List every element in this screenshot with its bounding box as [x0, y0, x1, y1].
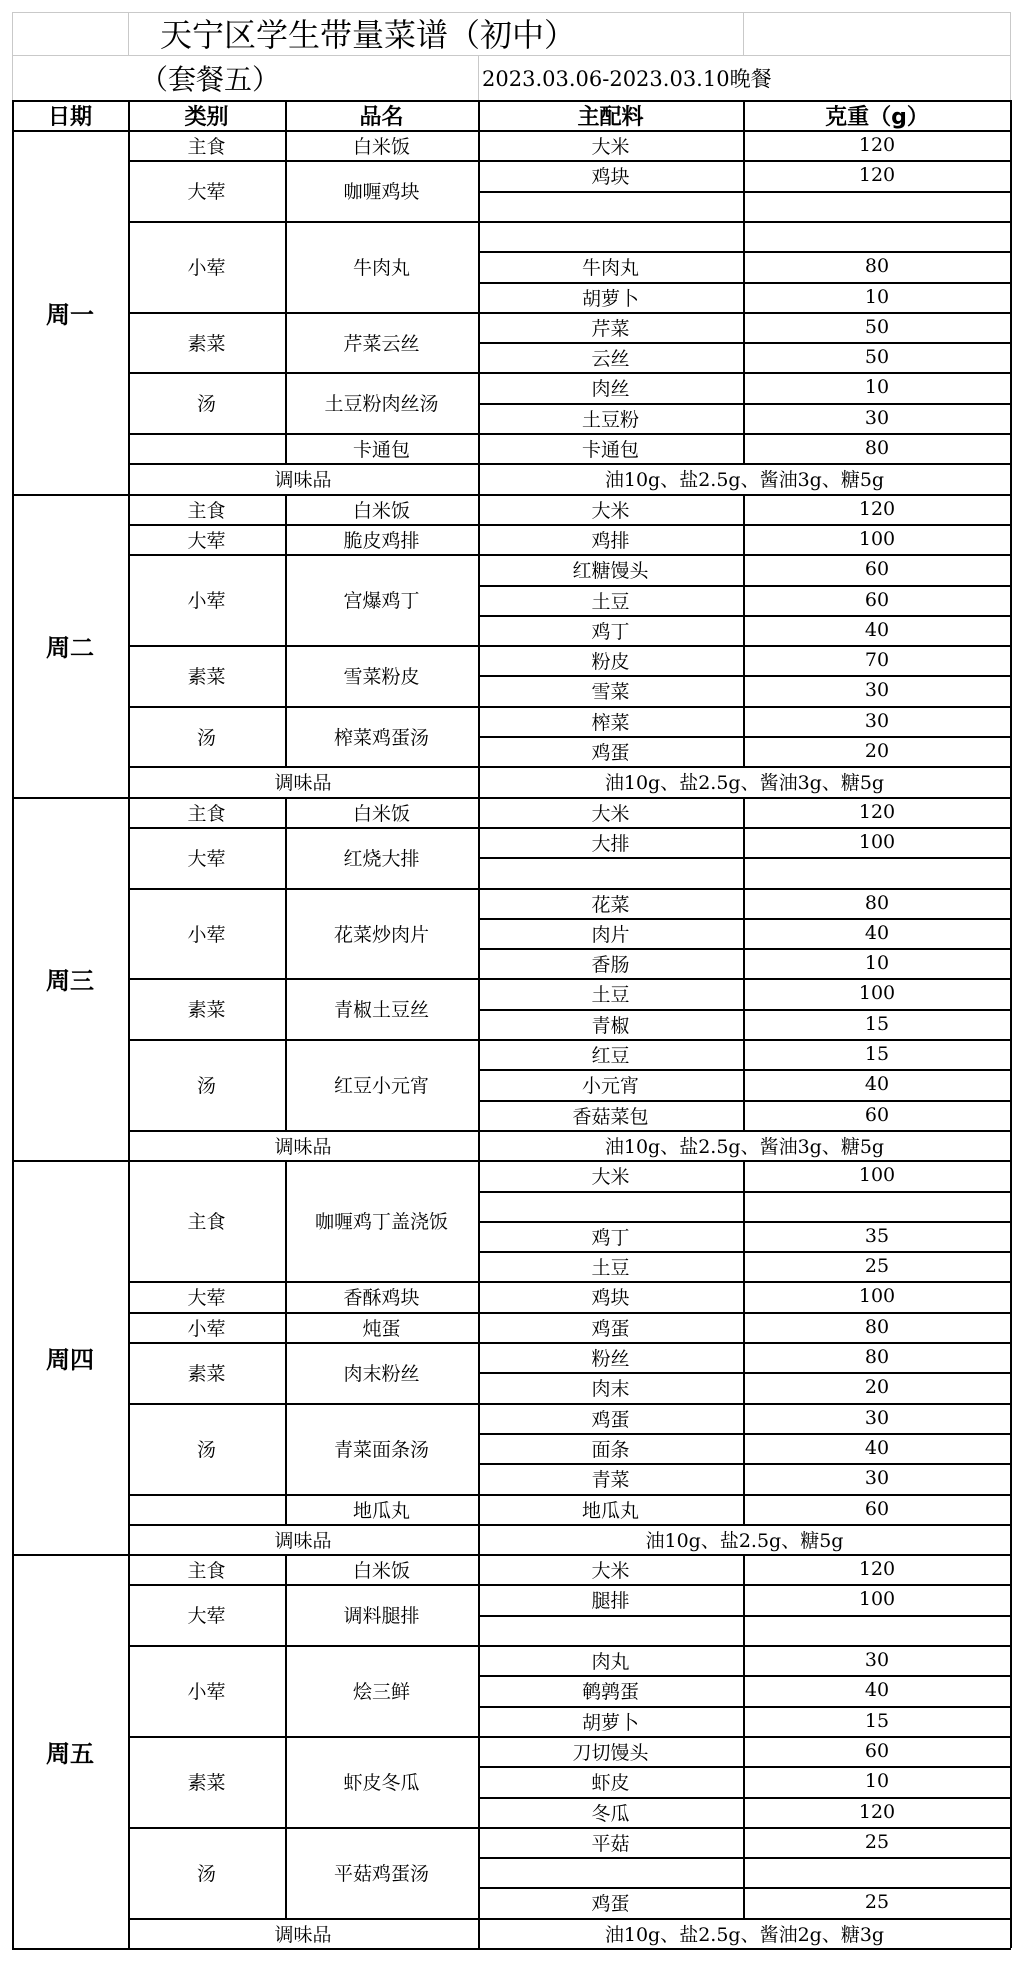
dish-category: 素菜 [187, 1771, 226, 1794]
header-top-rule [12, 100, 1011, 102]
weight-grams [743, 221, 1011, 251]
set-meal-subtitle: （套餐五） [139, 63, 280, 96]
title-grid-line [12, 55, 1011, 56]
weight-grams: 60 [864, 1740, 890, 1763]
ingredient: 土豆粉 [581, 408, 639, 431]
ingredient: 鸡块 [591, 165, 630, 188]
dish-category: 素菜 [187, 332, 226, 355]
weight-grams: 60 [864, 589, 890, 612]
table-bottom-rule [12, 1948, 1011, 1950]
ingredient [478, 857, 743, 887]
dish-name: 青菜面条汤 [333, 1438, 429, 1461]
weight-grams: 100 [858, 1285, 896, 1308]
dish-name: 地瓜丸 [352, 1499, 410, 1522]
dish-name: 炖蛋 [362, 1317, 401, 1340]
name-column-rule [285, 797, 287, 1130]
category-column-rule [128, 797, 130, 1160]
ingredient-column-rule [478, 797, 480, 1160]
title-grid-line [128, 12, 129, 55]
name-column-rule [285, 1160, 287, 1524]
ingredient: 鸡丁 [591, 1226, 630, 1249]
seasoning-label: 调味品 [274, 1923, 332, 1946]
date-range: 2023.03.06-2023.03.10晚餐 [482, 67, 772, 91]
weight-grams: 20 [864, 1376, 890, 1399]
weight-column-rule [743, 494, 745, 766]
ingredient: 鸡蛋 [591, 1892, 630, 1915]
header-column-rule [478, 100, 480, 130]
ingredient: 大米 [591, 135, 630, 158]
ingredient [478, 1615, 743, 1645]
weight-grams: 40 [864, 922, 890, 945]
weight-grams: 35 [864, 1225, 890, 1248]
dish-name: 肉末粉丝 [343, 1362, 420, 1385]
ingredient: 粉皮 [591, 650, 630, 673]
day-label: 周四 [46, 1345, 94, 1374]
ingredient: 冬瓜 [591, 1802, 630, 1825]
dish-category: 小荤 [187, 256, 226, 279]
dish-category: 小荤 [187, 589, 226, 612]
ingredient: 土豆 [591, 590, 630, 613]
weight-grams: 120 [858, 1801, 896, 1824]
weight-grams [743, 1857, 1011, 1887]
weight-grams: 30 [864, 407, 890, 430]
ingredient-column-rule [478, 130, 480, 494]
ingredient: 面条 [591, 1438, 630, 1461]
header-column-rule [285, 100, 287, 130]
weight-grams: 80 [864, 255, 890, 278]
ingredient [478, 191, 743, 221]
dish-name: 卡通包 [352, 438, 410, 461]
weight-grams [743, 1615, 1011, 1645]
category-column-rule [128, 1160, 130, 1554]
dish-name: 白米饭 [352, 1559, 410, 1582]
dish-category: 主食 [187, 135, 226, 158]
dish-name: 脆皮鸡排 [343, 529, 420, 552]
dish-name: 咖喱鸡块 [343, 180, 420, 203]
ingredient: 肉丸 [591, 1650, 630, 1673]
weight-grams: 40 [864, 1679, 890, 1702]
weight-grams: 30 [864, 1467, 890, 1490]
ingredient [478, 1191, 743, 1221]
weight-grams: 30 [864, 679, 890, 702]
weight-grams: 10 [864, 376, 890, 399]
ingredient: 胡萝卜 [581, 1711, 639, 1734]
weight-grams: 100 [858, 831, 896, 854]
ingredient-column-rule [478, 1554, 480, 1948]
ingredient: 鸡排 [591, 529, 630, 552]
ingredient: 大米 [591, 802, 630, 825]
seasoning-value: 油10g、盐2.5g、糖5g [645, 1529, 844, 1552]
header-category: 类别 [184, 104, 229, 130]
ingredient: 鹌鹑蛋 [581, 1680, 639, 1703]
dish-name: 烩三鲜 [352, 1680, 410, 1703]
ingredient [478, 1857, 743, 1887]
ingredient: 鸡蛋 [591, 1317, 630, 1340]
day-label: 周三 [46, 967, 94, 995]
weight-grams: 120 [858, 1558, 896, 1581]
weight-grams: 120 [858, 134, 896, 157]
weight-grams: 120 [858, 801, 896, 824]
weight-grams [743, 857, 1011, 887]
weight-grams: 40 [864, 619, 890, 642]
ingredient-column-rule [478, 1160, 480, 1554]
name-column-rule [285, 1554, 287, 1918]
weight-grams: 30 [864, 1407, 890, 1430]
ingredient: 云丝 [591, 347, 630, 370]
ingredient: 刀切馒头 [572, 1741, 649, 1764]
ingredient: 鸡蛋 [591, 741, 630, 764]
seasoning-value: 油10g、盐2.5g、酱油3g、糖5g [604, 1135, 885, 1158]
weight-grams: 25 [864, 1831, 890, 1854]
title-grid-line [743, 12, 744, 55]
weight-grams: 80 [864, 437, 890, 460]
ingredient: 鸡丁 [591, 620, 630, 643]
ingredient: 地瓜丸 [581, 1499, 639, 1522]
ingredient: 牛肉丸 [581, 256, 639, 279]
weight-grams: 30 [864, 710, 890, 733]
title-grid-line [478, 55, 479, 100]
ingredient: 肉末 [591, 1377, 630, 1400]
weight-grams: 60 [864, 1104, 890, 1127]
dish-name: 榨菜鸡蛋汤 [333, 726, 429, 749]
dish-category: 素菜 [187, 1362, 226, 1385]
dish-name: 调料腿排 [343, 1604, 420, 1627]
dish-category [128, 1494, 285, 1524]
weight-grams: 10 [864, 286, 890, 309]
weight-grams: 70 [864, 649, 890, 672]
weight-grams: 10 [864, 952, 890, 975]
dish-name: 青椒土豆丝 [333, 998, 429, 1021]
dish-category: 主食 [187, 1559, 226, 1582]
ingredient: 雪菜 [591, 680, 630, 703]
weight-grams: 30 [864, 1649, 890, 1672]
ingredient: 青菜 [591, 1468, 630, 1491]
weight-grams: 50 [864, 316, 890, 339]
dish-category [128, 433, 285, 463]
dish-category: 素菜 [187, 998, 226, 1021]
dish-category: 主食 [187, 802, 226, 825]
dish-name: 咖喱鸡丁盖浇饭 [314, 1211, 448, 1234]
weight-grams: 15 [864, 1043, 890, 1066]
ingredient: 鸡块 [591, 1286, 630, 1309]
weight-grams: 50 [864, 346, 890, 369]
weight-grams: 60 [864, 558, 890, 581]
seasoning-label: 调味品 [274, 771, 332, 794]
ingredient: 粉丝 [591, 1347, 630, 1370]
ingredient: 大排 [591, 832, 630, 855]
weight-grams: 120 [858, 164, 896, 187]
ingredient: 卡通包 [581, 438, 639, 461]
dish-category: 大荤 [187, 1286, 226, 1309]
weight-grams: 80 [864, 1316, 890, 1339]
title-grid-line [12, 12, 13, 100]
dish-category: 小荤 [187, 1317, 226, 1340]
weight-grams: 60 [864, 1498, 890, 1521]
ingredient: 大米 [591, 499, 630, 522]
header-dish-name: 品名 [359, 104, 404, 130]
right-column-rule [1010, 494, 1012, 797]
weight-grams: 40 [864, 1073, 890, 1096]
page-title: 天宁区学生带量菜谱（初中） [160, 16, 577, 54]
dish-name: 红豆小元宵 [333, 1074, 429, 1097]
ingredient: 虾皮 [591, 1771, 630, 1794]
weight-grams: 120 [858, 498, 896, 521]
weight-grams: 100 [858, 1588, 896, 1611]
weight-grams: 100 [858, 1164, 896, 1187]
weight-grams: 15 [864, 1013, 890, 1036]
dish-name: 白米饭 [352, 135, 410, 158]
ingredient: 鸡蛋 [591, 1408, 630, 1431]
header-column-rule [743, 100, 745, 130]
seasoning-label: 调味品 [274, 1135, 332, 1158]
day-label: 周二 [46, 634, 94, 662]
title-grid-line [12, 12, 1011, 13]
weight-column-rule [743, 1554, 745, 1918]
ingredient: 大米 [591, 1165, 630, 1188]
name-column-rule [285, 494, 287, 766]
header-date: 日期 [47, 104, 92, 130]
ingredient: 青椒 [591, 1014, 630, 1037]
ingredient: 红豆 [591, 1044, 630, 1067]
dish-name: 白米饭 [352, 802, 410, 825]
seasoning-label: 调味品 [274, 1529, 332, 1552]
right-column-rule [1010, 1160, 1012, 1554]
ingredient: 香肠 [591, 953, 630, 976]
ingredient: 榨菜 [591, 711, 630, 734]
weight-grams: 25 [864, 1255, 890, 1278]
right-column-rule [1010, 797, 1012, 1160]
weight-grams: 20 [864, 740, 890, 763]
dish-name: 香酥鸡块 [343, 1286, 420, 1309]
dish-name: 宫爆鸡丁 [343, 589, 420, 612]
ingredient: 香菇菜包 [572, 1105, 649, 1128]
dish-category: 汤 [196, 1438, 216, 1461]
dish-name: 平菇鸡蛋汤 [333, 1862, 429, 1885]
dish-name: 土豆粉肉丝汤 [324, 392, 439, 415]
weight-grams: 80 [864, 1346, 890, 1369]
name-column-rule [285, 130, 287, 463]
weight-grams: 80 [864, 892, 890, 915]
dish-name: 虾皮冬瓜 [343, 1771, 420, 1794]
ingredient: 土豆 [591, 1256, 630, 1279]
seasoning-label: 调味品 [274, 468, 332, 491]
dish-category: 主食 [187, 1211, 226, 1234]
dish-name: 雪菜粉皮 [343, 665, 420, 688]
weight-grams: 100 [858, 982, 896, 1005]
day-label: 周五 [46, 1739, 94, 1768]
right-column-rule [1010, 1554, 1012, 1948]
ingredient: 小元宵 [581, 1074, 639, 1097]
dish-category: 大荤 [187, 847, 226, 870]
ingredient: 芹菜 [591, 317, 630, 340]
dish-name: 花菜炒肉片 [333, 923, 429, 946]
dish-name: 红烧大排 [343, 847, 420, 870]
dish-name: 芹菜云丝 [343, 332, 420, 355]
dish-category: 大荤 [187, 1604, 226, 1627]
weight-grams: 40 [864, 1437, 890, 1460]
title-grid-line [1010, 12, 1011, 100]
dish-name: 牛肉丸 [352, 256, 410, 279]
ingredient-column-rule [478, 494, 480, 797]
weight-column-rule [743, 130, 745, 463]
right-column-rule [1010, 130, 1012, 494]
dish-category: 大荤 [187, 529, 226, 552]
dish-category: 主食 [187, 499, 226, 522]
category-column-rule [128, 130, 130, 494]
ingredient [478, 221, 743, 251]
ingredient: 花菜 [591, 893, 630, 916]
dish-category: 小荤 [187, 923, 226, 946]
weight-grams [743, 191, 1011, 221]
ingredient: 肉丝 [591, 377, 630, 400]
dish-category: 汤 [196, 726, 216, 749]
header-weight: 克重（g） [825, 104, 929, 130]
dish-name: 白米饭 [352, 499, 410, 522]
ingredient: 腿排 [591, 1589, 630, 1612]
dish-category: 汤 [196, 1862, 216, 1885]
header-column-rule [12, 100, 14, 130]
weight-grams: 100 [858, 528, 896, 551]
ingredient: 红糖馒头 [572, 559, 649, 582]
ingredient: 土豆 [591, 983, 630, 1006]
dish-category: 大荤 [187, 180, 226, 203]
weight-grams: 15 [864, 1710, 890, 1733]
weight-column-rule [743, 797, 745, 1130]
category-column-rule [128, 494, 130, 797]
seasoning-value: 油10g、盐2.5g、酱油2g、糖3g [604, 1923, 885, 1946]
ingredient: 肉片 [591, 923, 630, 946]
dish-category: 汤 [196, 392, 216, 415]
weight-grams: 10 [864, 1770, 890, 1793]
header-ingredients: 主配料 [577, 104, 644, 130]
category-column-rule [128, 1554, 130, 1948]
day-label: 周一 [46, 300, 94, 329]
seasoning-value: 油10g、盐2.5g、酱油3g、糖5g [604, 771, 885, 794]
dish-category: 素菜 [187, 665, 226, 688]
ingredient: 胡萝卜 [581, 287, 639, 310]
dish-category: 汤 [196, 1074, 216, 1097]
weight-grams [743, 1191, 1011, 1221]
ingredient: 大米 [591, 1559, 630, 1582]
weight-column-rule [743, 1160, 745, 1524]
dish-category: 小荤 [187, 1680, 226, 1703]
header-column-rule [128, 100, 130, 130]
ingredient: 平菇 [591, 1832, 630, 1855]
header-column-rule [1010, 100, 1012, 130]
seasoning-value: 油10g、盐2.5g、酱油3g、糖5g [604, 468, 885, 491]
weight-grams: 25 [864, 1891, 890, 1914]
